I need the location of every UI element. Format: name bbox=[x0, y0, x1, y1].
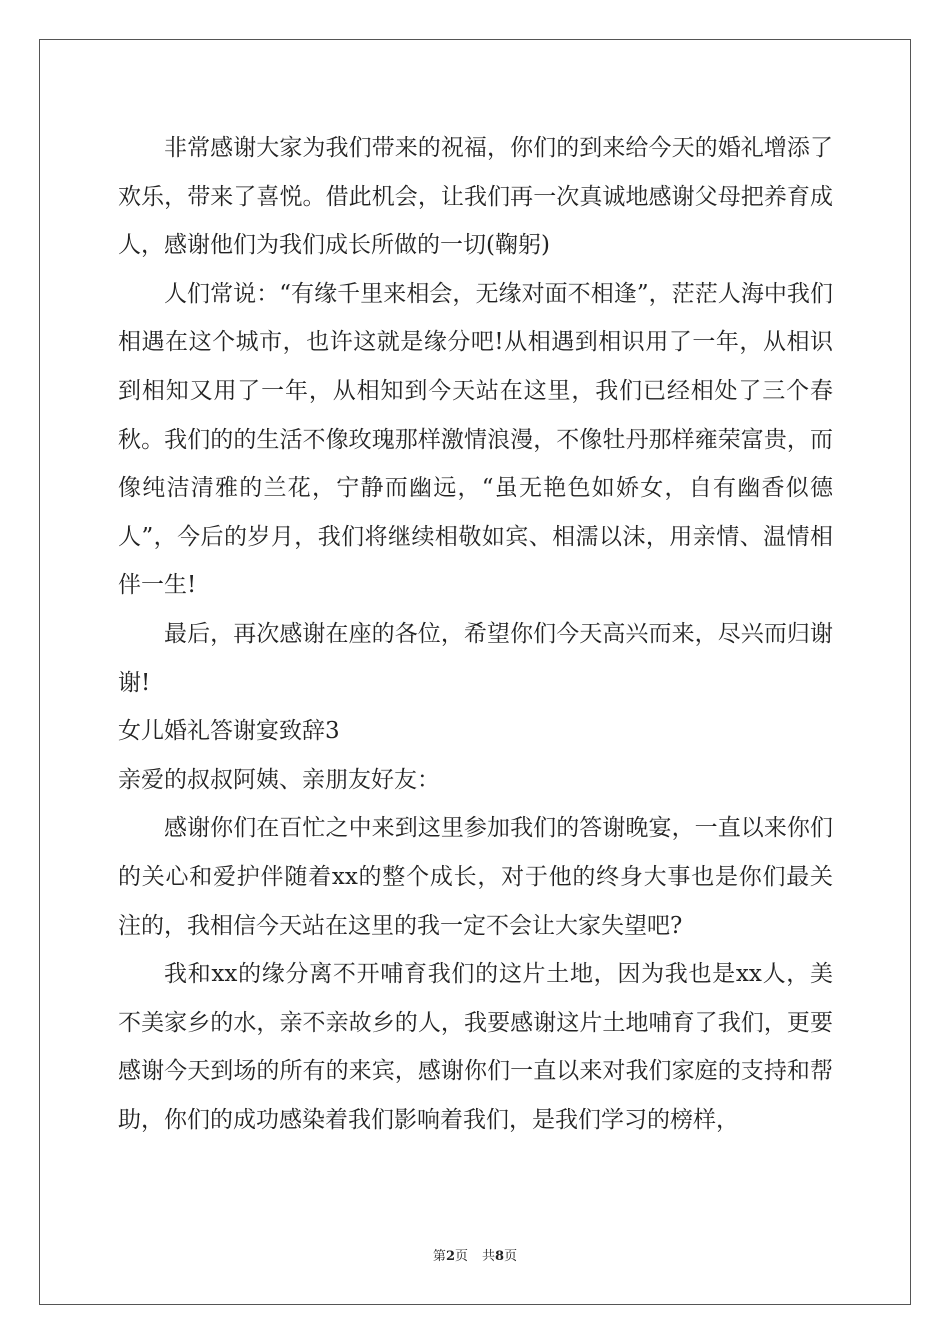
page-footer bbox=[0, 1245, 950, 1264]
paragraph-thanks-blessings: 非常感谢大家为我们带来的祝福，你们的到来给今天的婚礼增添了欢乐，带来了喜悦。借此机会，让我们再一次真诚地感谢父母把养育成人，感谢他们为我们成长所做的一切(鞠躬) bbox=[118, 135, 833, 259]
salutation: 亲爱的叔叔阿姨、亲朋友好友： bbox=[118, 766, 440, 793]
paragraph-closing-thanks: 最后，再次感谢在座的各位，希望你们今天高兴而来，尽兴而归谢谢! bbox=[118, 620, 833, 696]
total-prefix: 共 bbox=[482, 1249, 496, 1264]
paragraph-fate-story: 人们常说：“有缘千里来相会，无缘对面不相逢”，茫茫人海中我们相遇在这个城市，也许这就是缘分吧!从相遇到相识用了一年，从相识到相知又用了一年，从相知到今天站在这里，我们已经相处了三个春秋。我们的的生活不像玫瑰那样激情浪漫，不像牡丹那样雍荣富贵，而像纯洁清雅的兰花，宁静而幽远，“虽无艳色如娇女，自有幽香似德人”，今后的岁月，我们将继续相敬如宾、相濡以沫，用亲情、温情相伴一生! bbox=[118, 280, 833, 599]
page-suffix: 页 bbox=[454, 1249, 468, 1264]
page-number: 2 bbox=[445, 1249, 455, 1264]
section-heading: 女儿婚礼答谢宴致辞3 bbox=[118, 718, 340, 745]
total-suffix: 页 bbox=[504, 1249, 518, 1264]
page-prefix: 第 bbox=[432, 1249, 446, 1264]
paragraph-hometown: 我和xx的缘分离不开哺育我们的这片土地，因为我也是xx人，美不美家乡的水，亲不亲故乡的人，我要感谢这片土地哺育了我们，更要感谢今天到场的所有的来宾，感谢你们一直以来对我们家庭的支持和帮助，你们的成功感染着我们影响着我们，是我们学习的榜样， bbox=[118, 961, 833, 1133]
paragraph-banquet-thanks: 感谢你们在百忙之中来到这里参加我们的答谢晚宴，一直以来你们的关心和爱护伴随着xx的整个成长，对于他的终身大事也是你们最关注的，我相信今天站在这里的我一定不会让大家失望吧? bbox=[118, 815, 833, 939]
document-body bbox=[118, 124, 833, 1144]
total-pages: 8 bbox=[495, 1249, 505, 1264]
